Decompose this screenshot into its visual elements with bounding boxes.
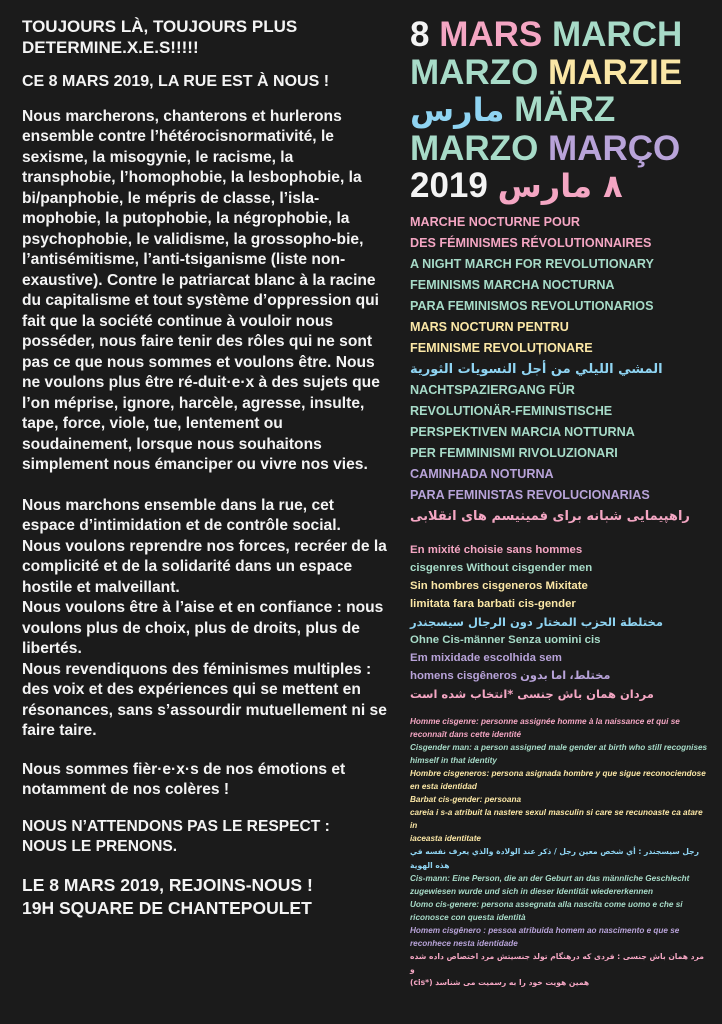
definition-line: Uomo cis-genere: persona assegnata alla nascita come uomo e che si (410, 899, 683, 909)
definition-line: همین هویت خود را به رسمیت می شناسد (*cis) (410, 978, 590, 988)
paragraph-manifesto: Nous marcherons, chanterons et hurlerons ensemble contre l’hétérocisnormativité, le sexisme, la misogynie, le racisme, la transphobie, l’homophobie, la lesbophobie, la bi/panphobie, le mépris de classe, l’isla-mophobie, la putophobie, la négrophobie, la psychophobie, le validisme, la grossopho-bie, l’antisémitisme, l’anti-tsiganisme (liste non-exaustive). Contre le patriarcat blanc à la racine du capitalisme et tout système d’oppression qui fait que la société continue à vouloir nous posséder, nous faire tenir des rôles qui ne sont pas ce que nous sommes et voulons être. Nous ne voulons plus être ré-duit·e·x à des sujets que l’on méprise, ignore, harcèle, agresse, insulte, tape, force, viole, tue, lentement ou soudainement, lorsque nous souhaitons simplement nous émanciper ou vivre nos vies. (22, 107, 380, 473)
definition-line: reconhece nesta identidade (410, 939, 518, 949)
manifesto-column (22, 16, 390, 920)
mixite-line: مختلطة الحزب المختار دون الرجال سيسجندر (410, 614, 663, 629)
definition-line: iaceasta identitate (410, 834, 481, 844)
definition-line: riconosce con questa identità (410, 912, 526, 922)
march-name-line: CAMINHADA NOTURNA (410, 466, 554, 481)
march-name-line: FEMINISME REVOLUȚIONARE (410, 340, 593, 355)
definition-line: مرد همان باش جنسی : فردی که درهنگام تولد جنسیتش مرد اختصاص داده شده و (410, 952, 704, 975)
definition-line: careia i s-a atribuit la nastere sexul masculin si care se recunoaste ca atare in (410, 808, 703, 831)
title-marzo: MARZO (410, 52, 539, 92)
title-marzo-2: MARZO (410, 128, 539, 168)
title-march: MARCH (552, 15, 683, 54)
mixite-line: homens cisgêneros مختلط، اما بدون (410, 669, 611, 682)
march-name-line: راهپیمایی شبانه برای فمینیسم های انقلابی (410, 508, 690, 524)
paragraph-pride: Nous sommes fièr·e·x·s de nos émotions et notamment de nos colères ! (22, 760, 346, 798)
march-names-list (410, 212, 710, 527)
title-line-4 (410, 130, 710, 168)
definition-line: en esta identidad (410, 781, 477, 791)
title-marzie: MARZIE (548, 52, 683, 92)
march-name-line: PER FEMMINISMI RIVOLUZIONARI (410, 445, 618, 460)
definition-line: reconnaît dans cette identité (410, 729, 522, 739)
march-name-line: PARA FEMINISTAS REVOLUCIONARIAS (410, 487, 650, 502)
mixite-line: Em mixidade escolhida sem (410, 651, 562, 664)
definition-line: Homem cisgênero : pessoa atribuida homem ao nascimento e que se (410, 926, 680, 935)
title-marco: MARÇO (548, 128, 681, 168)
mixite-line: Ohne Cis-männer Senza uomini cis (410, 633, 601, 646)
title-mars: MARS (439, 15, 543, 54)
event-callout: LE 8 MARS 2019, REJOINS-NOUS ! 19H SQUARE DE CHANTEPOULET (22, 874, 313, 918)
title-arabic-date: ٨ مارس (497, 167, 623, 205)
mixite-list (410, 541, 710, 703)
title-maerz: MÄRZ (514, 90, 616, 129)
mixite-line: cisgenres Without cisgender men (410, 561, 593, 574)
march-name-line: A NIGHT MARCH FOR REVOLUTIONARY (410, 256, 654, 271)
march-name-line: DES FÉMINISMES RÉVOLUTIONNAIRES (410, 235, 652, 250)
mixite-line: En mixité choisie sans hommes (410, 543, 583, 556)
subheading: CE 8 MARS 2019, LA RUE EST À NOUS ! (22, 73, 330, 90)
march-name-line: المشي الليلي من أجل النسويات الثورية (410, 361, 663, 377)
title-year: 2019 (410, 166, 488, 205)
title-block (410, 16, 710, 206)
definition-line: Hombre cisgeneros: persona asignada hombre y que sigue reconociendose (410, 768, 706, 778)
heading: TOUJOURS LÀ, TOUJOURS PLUS DETERMINE.X.E.S!!!!! (22, 17, 298, 57)
definition-line: Homme cisgenre: personne assignée homme à la naissance et qui se (410, 716, 680, 726)
march-name-line: FEMINISMS MARCHA NOCTURNA (410, 277, 615, 292)
definition-line: Cis-mann: Eine Person, die an der Geburt an das männliche Geschlecht (410, 873, 690, 883)
march-name-line: PERSPEKTIVEN MARCIA NOTTURNA (410, 424, 635, 439)
paragraph-street: Nous marchons ensemble dans la rue, cet espace d’intimidation et de contrôle social. Nous voulons reprendre nos forces, recréer de la complicité et de la solidarité dans un espace hostile et malveillant. Nous voulons être à l’aise et en confiance : nous voulons plus de choix, plus de droits, plus de libertés. Nous revendiquons des féminismes multiples : des voix et des expériences qui se mettent en résonances, sans s’assourdir mutuellement ni se faire taire. (22, 496, 387, 739)
definition-line: Barbat cis-gender: persoana (410, 795, 522, 805)
march-name-line: MARCHE NOCTURNE POUR (410, 214, 581, 229)
definitions-list (410, 715, 710, 990)
mixite-line: مردان همان باش جنسی *انتخاب شده است (410, 686, 654, 701)
definition-line: zugewiesen wurde und sich in dieser Identität wiedererkennen (410, 886, 653, 896)
title-line-5 (410, 167, 710, 206)
title-day: 8 (410, 15, 430, 54)
mixite-line: Sin hombres cisgeneros Mixitate (410, 579, 588, 592)
march-name-line: PARA FEMINISMOS REVOLUTIONARIOS (410, 298, 654, 313)
paragraph-respect: NOUS N’ATTENDONS PAS LE RESPECT : NOUS LE PRENONS. (22, 817, 330, 855)
title-line-1 (410, 16, 710, 54)
definition-line: رجل سيسجندر : أي شخص معين رجل / ذكر عند الولادة والذي يعرف نفسه في هذه الهوية (410, 847, 699, 870)
info-column (410, 16, 710, 989)
march-name-line: NACHTSPAZIERGANG FÜR (410, 382, 575, 397)
title-line-3 (410, 91, 710, 130)
definition-line: himself in that identity (410, 755, 497, 765)
title-arabic-mars: مارس (410, 91, 505, 129)
definition-line: Cisgender man: a person assigned male gender at birth who still recognises (410, 742, 708, 752)
title-line-2 (410, 54, 710, 92)
march-name-line: MARS NOCTURN PENTRU (410, 319, 569, 334)
march-name-line: REVOLUTIONÄR-FEMINISTISCHE (410, 403, 613, 418)
mixite-line: limitata fara barbati cis-gender (410, 597, 576, 610)
